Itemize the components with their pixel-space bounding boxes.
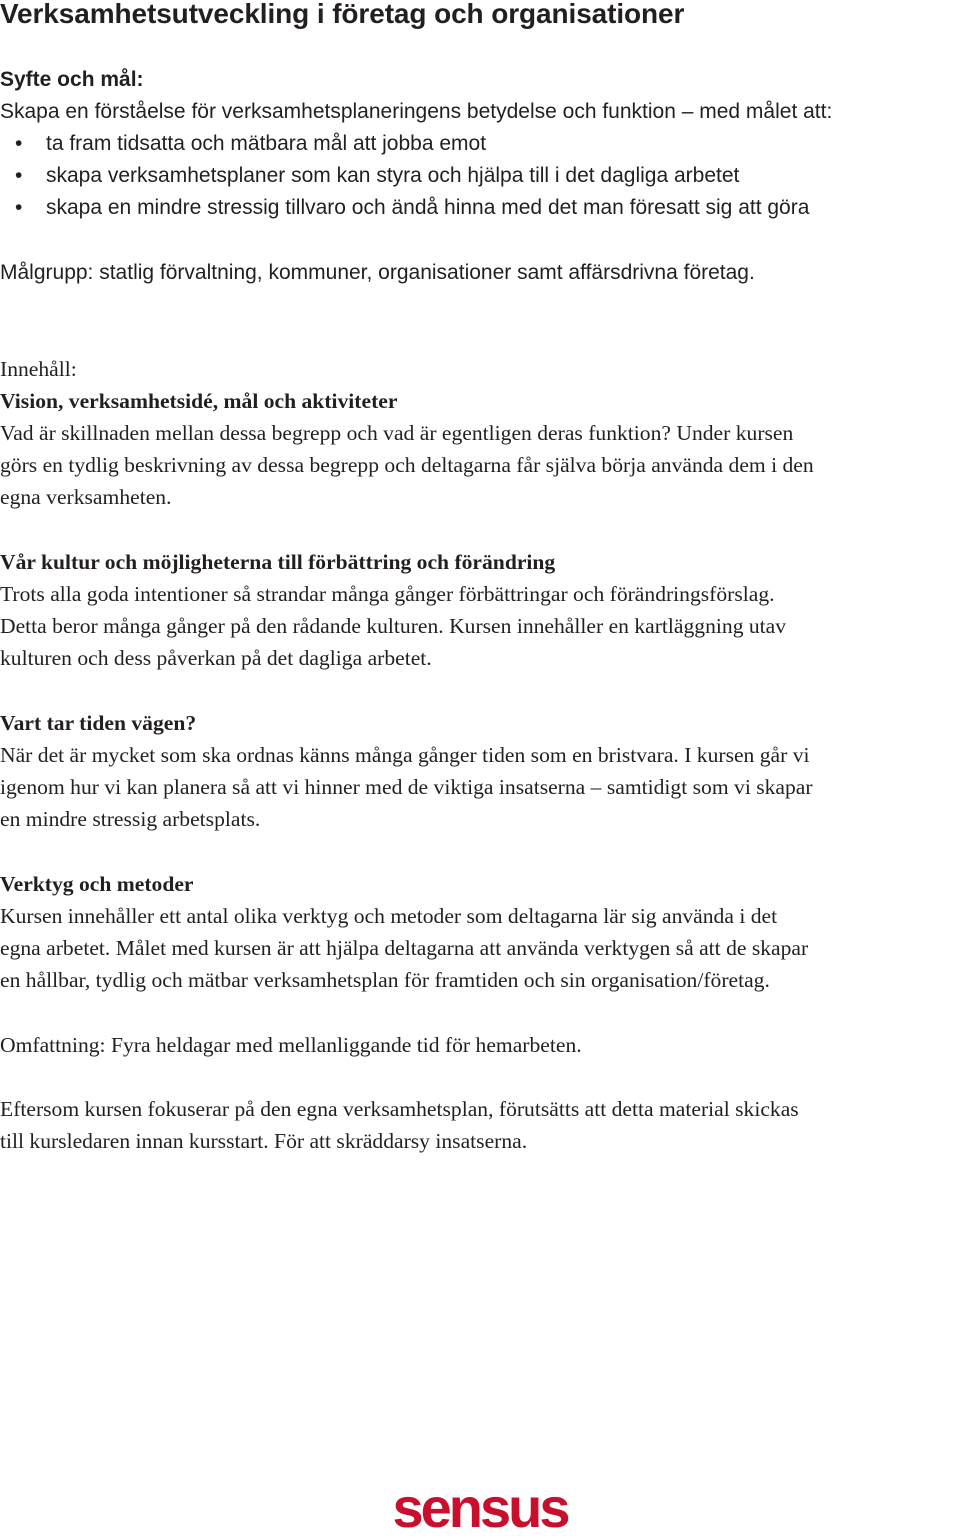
text-line: kulturen och dess påverkan på det dagliga arbetet. bbox=[0, 646, 432, 671]
text-line: igenom hur vi kan planera så att vi hinner med de viktiga insatserna – samtidigt som vi skapar bbox=[0, 775, 813, 800]
text-line: egna arbetet. Målet med kursen är att hjälpa deltagarna att använda verktygen så att de skapar bbox=[0, 936, 809, 961]
goals-list-item bbox=[0, 160, 960, 192]
section-body bbox=[0, 739, 960, 836]
section-body bbox=[0, 900, 960, 997]
text-line: en mindre stressig arbetsplats. bbox=[0, 807, 261, 832]
note-text bbox=[0, 1093, 960, 1157]
scope-text: Omfattning: Fyra heldagar med mellanliggande tid för hemarbeten. bbox=[0, 1033, 582, 1057]
goals-list-item bbox=[0, 128, 960, 160]
text-line: egna verksamheten. bbox=[0, 485, 172, 510]
text-line: Trots alla goda intentioner så strandar många gånger förbättringar och förändringsförslag. bbox=[0, 582, 775, 606]
section-heading: Verktyg och metoder bbox=[0, 872, 194, 896]
goal-text: skapa en mindre stressig tillvaro och ändå hinna med det man föresatt sig att göra bbox=[46, 196, 810, 220]
section-heading: Vår kultur och möjligheterna till förbättring och förändring bbox=[0, 550, 556, 574]
bullet-icon: • bbox=[15, 196, 23, 220]
purpose-heading: Syfte och mål: bbox=[0, 68, 144, 91]
text-line: Detta beror många gånger på den rådande kulturen. Kursen innehåller en kartläggning utav bbox=[0, 614, 787, 639]
section-heading: Vision, verksamhetsidé, mål och aktiviteter bbox=[0, 389, 398, 413]
text-line: Vad är skillnaden mellan dessa begrepp och vad är egentligen deras funktion? Under kursen bbox=[0, 421, 794, 445]
sensus-logo-text: sensus bbox=[392, 1480, 568, 1536]
goals-list bbox=[0, 128, 960, 225]
text-line: en hållbar, tydlig och mätbar verksamhetsplan för framtiden och sin organisation/företag. bbox=[0, 968, 770, 993]
content-label: Innehåll: bbox=[0, 357, 77, 381]
target-group: Målgrupp: statlig förvaltning, kommuner, organisationer samt affärsdrivna företag. bbox=[0, 261, 755, 284]
purpose-intro: Skapa en förståelse för verksamhetsplaneringens betydelse och funktion – med målet att: bbox=[0, 100, 833, 123]
goal-text: skapa verksamhetsplaner som kan styra och hjälpa till i det dagliga arbetet bbox=[46, 164, 740, 188]
text-line: Eftersom kursen fokuserar på den egna verksamhetsplan, förutsätts att detta material skickas bbox=[0, 1097, 799, 1121]
section-heading: Vart tar tiden vägen? bbox=[0, 711, 197, 735]
goals-list-item bbox=[0, 192, 960, 224]
text-line: Kursen innehåller ett antal olika verktyg och metoder som deltagarna lär sig använda i det bbox=[0, 904, 778, 928]
bullet-icon: • bbox=[15, 164, 23, 188]
text-line: till kursledaren innan kursstart. För att skräddarsy insatserna. bbox=[0, 1129, 528, 1154]
bullet-icon: • bbox=[15, 132, 23, 155]
text-line: görs en tydlig beskrivning av dessa begrepp och deltagarna får själva börja använda dem i den bbox=[0, 453, 814, 478]
goal-text: ta fram tidsatta och mätbara mål att jobba emot bbox=[46, 132, 487, 155]
document-title: Verksamhetsutveckling i företag och organisationer bbox=[0, 0, 685, 29]
sensus-logo bbox=[374, 1480, 586, 1536]
text-line: När det är mycket som ska ordnas känns många gånger tiden som en bristvara. I kursen går vi bbox=[0, 743, 810, 767]
section-body bbox=[0, 578, 960, 675]
section-body bbox=[0, 417, 960, 514]
